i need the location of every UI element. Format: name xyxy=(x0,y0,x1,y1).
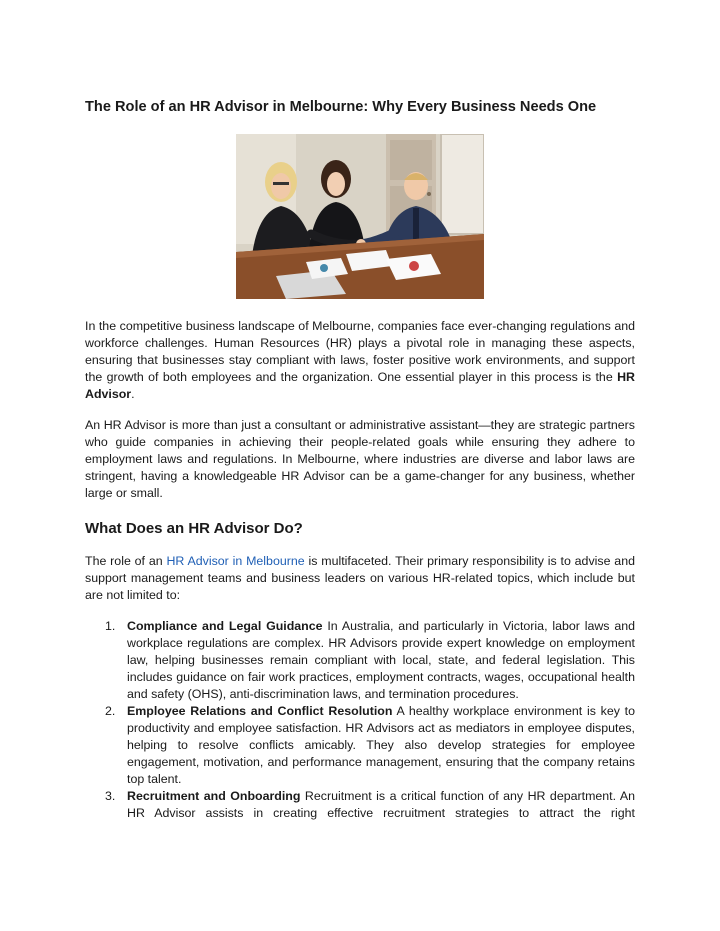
list-item xyxy=(85,788,635,822)
section-heading: What Does an HR Advisor Do? xyxy=(85,520,303,537)
list-item xyxy=(85,703,635,788)
body-paragraph: An HR Advisor is more than just a consultant or administrative assistant—they are strategic partners who guide companies in achieving their people-related goals while ensuring they adhere to employment laws and regulations. In Melbourne, where industries are diverse and labor laws are stringent, having a knowledgeable HR Advisor can be a game-changer for any business, whether large or small. xyxy=(85,418,635,500)
list-item-body xyxy=(127,618,635,703)
list-item-title: Employee Relations and Conflict Resolution xyxy=(127,704,393,718)
section-intro-paragraph xyxy=(85,553,635,604)
responsibilities-list xyxy=(85,618,635,822)
list-number: 2. xyxy=(105,704,116,718)
hr-advisor-melbourne-link[interactable]: HR Advisor in Melbourne xyxy=(166,554,305,568)
section-intro-before: The role of an xyxy=(85,554,167,568)
list-item-text: In Australia, and particularly in Victoria, labor laws and workplace regulations are complex. HR Advisors provide expert knowledge on employment law, helping businesses remain compliant with local, state, and federal legislation. This includes guidance on fair work practices, employment contracts, wages, occupational health and safety (OHS), anti-discrimination laws, and termination procedures. xyxy=(127,619,635,701)
list-item-text: Recruitment is a critical function of any HR department. An HR Advisor assists in creating effective recruitment strategies to attract the right xyxy=(127,789,635,820)
list-number: 3. xyxy=(105,789,116,803)
list-item-body xyxy=(127,703,635,788)
list-item-body xyxy=(127,788,635,822)
list-item-text: A healthy workplace environment is key to productivity and employee satisfaction. HR Advisors act as mediators in employee disputes, helping to resolve conflicts amicably. They also develop strategies for employee engagement, motivation, and performance management, ensuring that the company retains top talent. xyxy=(127,704,636,786)
intro-bold: HR Advisor xyxy=(85,370,635,401)
intro-paragraph xyxy=(85,318,635,403)
list-item-title: Compliance and Legal Guidance xyxy=(127,619,323,633)
section-intro-after: is multifaceted. Their primary responsibility is to advise and support management teams and business leaders on various HR-related topics, which include but are not limited to: xyxy=(85,554,635,602)
article-photo xyxy=(236,134,484,299)
page-title: The Role of an HR Advisor in Melbourne: Why Every Business Needs One xyxy=(85,99,597,115)
intro-text: In the competitive business landscape of Melbourne, companies face ever-changing regulations and workforce challenges. Human Resources (HR) plays a pivotal role in managing these aspects, ensuring that businesses stay compliant with laws, foster positive work environments, and support the growth of both employees and the organization. One essential player in this process is the xyxy=(85,319,635,384)
intro-end: . xyxy=(131,387,135,401)
list-number: 1. xyxy=(105,619,116,633)
list-item-title: Recruitment and Onboarding xyxy=(127,789,301,803)
list-item xyxy=(85,618,635,703)
